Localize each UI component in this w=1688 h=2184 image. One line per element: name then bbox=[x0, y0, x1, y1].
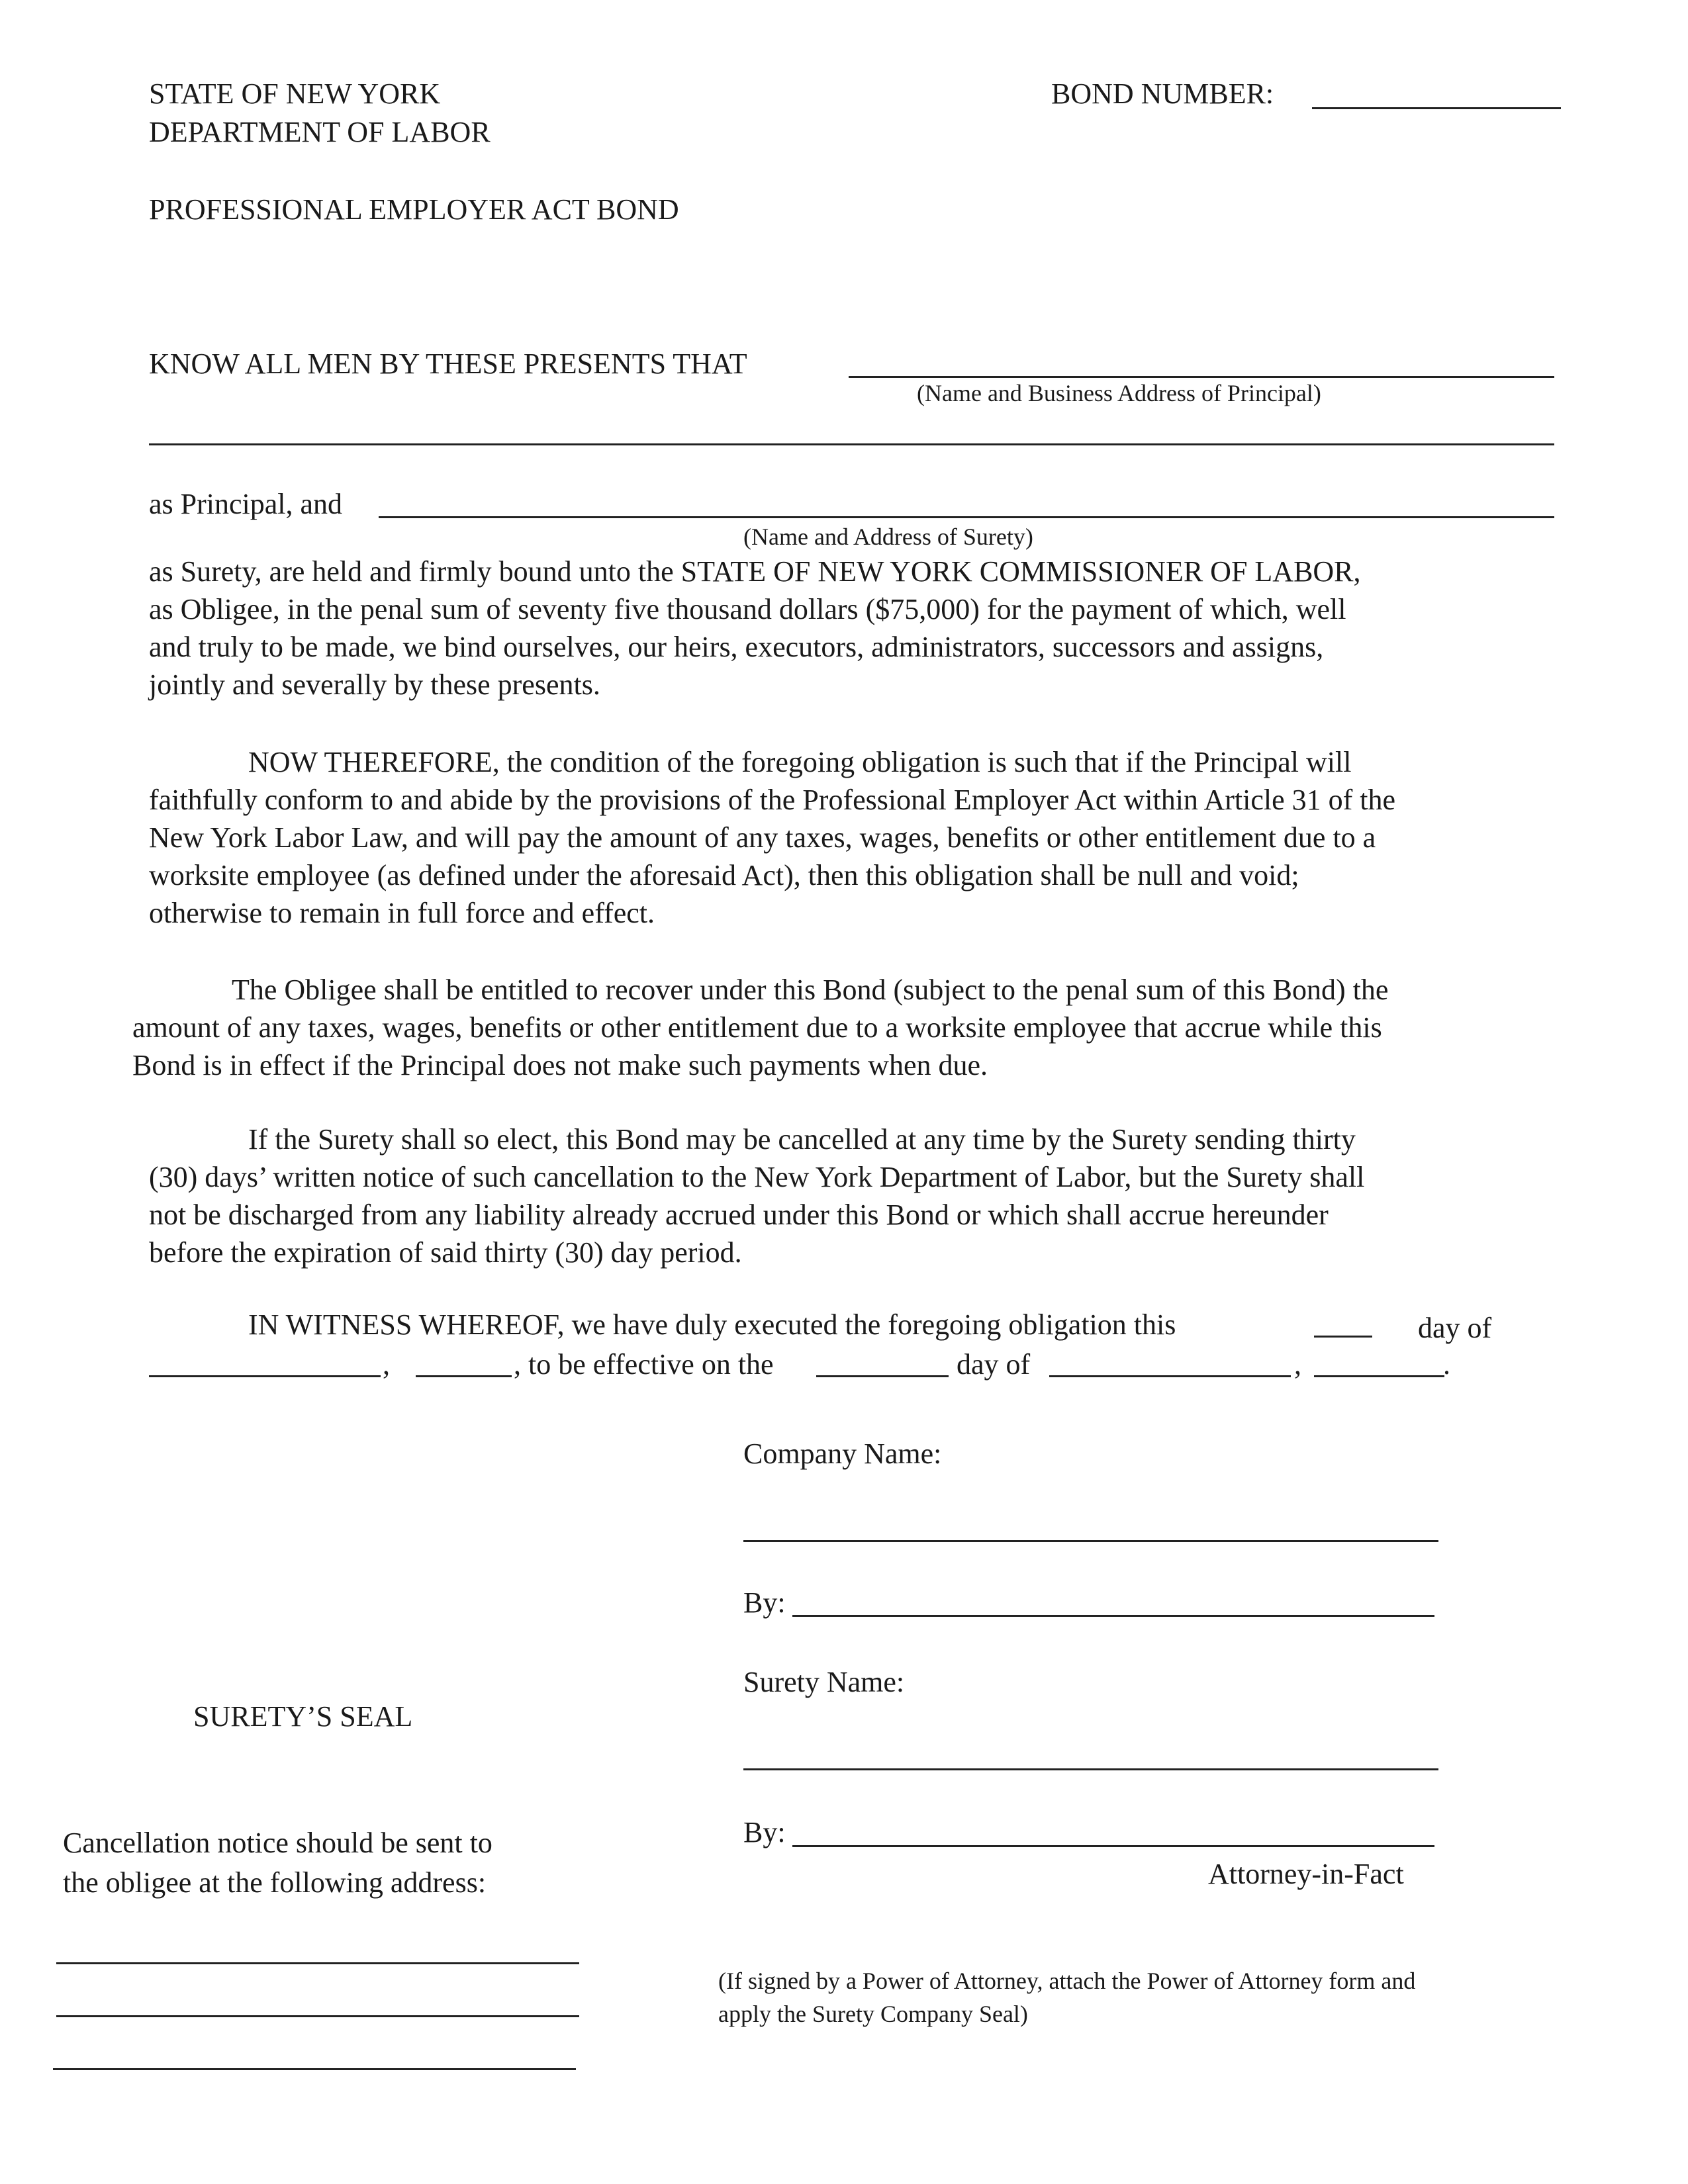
surety-name-label: Surety Name: bbox=[743, 1666, 905, 1698]
witness-month-field[interactable] bbox=[149, 1375, 381, 1377]
effective-day-of: day of bbox=[957, 1348, 1031, 1381]
surety-name-sign-field[interactable] bbox=[743, 1768, 1438, 1770]
surety-by-label: By: bbox=[743, 1816, 786, 1848]
paragraph-line: not be discharged from any liability already accrued under this Bond or which shall accrue hereunder bbox=[149, 1199, 1329, 1231]
company-signature-field[interactable] bbox=[792, 1615, 1434, 1617]
paragraph-line: as Obligee, in the penal sum of seventy five thousand dollars ($75,000) for the payment of which, well bbox=[149, 593, 1346, 625]
power-of-attorney-note bbox=[718, 1964, 1415, 2030]
principal-name-field[interactable] bbox=[849, 376, 1554, 378]
state-heading: STATE OF NEW YORK bbox=[149, 77, 441, 110]
witness-lead: IN WITNESS WHEREOF, we have duly executed the foregoing obligation this bbox=[248, 1308, 1176, 1341]
paragraph-line: otherwise to remain in full force and effect. bbox=[149, 897, 655, 929]
paragraph-line: as Surety, are held and firmly bound unto the STATE OF NEW YORK COMMISSIONER OF LABOR, bbox=[149, 555, 1361, 588]
surety-seal-label: SURETY’S SEAL bbox=[193, 1700, 413, 1733]
address-line-3-field[interactable] bbox=[53, 2068, 576, 2070]
principal-intro: KNOW ALL MEN BY THESE PRESENTS THAT bbox=[149, 347, 747, 380]
as-principal-label: as Principal, and bbox=[149, 488, 343, 520]
paragraph-line: and truly to be made, we bind ourselves, our heirs, executors, administrators, successors and assigns, bbox=[149, 631, 1324, 663]
surety-paragraph bbox=[149, 553, 1361, 704]
cancellation-paragraph bbox=[149, 1120, 1364, 1271]
effective-comma: , bbox=[1294, 1348, 1301, 1381]
attorney-in-fact-label: Attorney-in-Fact bbox=[1208, 1858, 1404, 1890]
cancellation-notice bbox=[63, 1823, 492, 1903]
paragraph-line: worksite employee (as defined under the aforesaid Act), then this obligation shall be null and void; bbox=[149, 859, 1299, 891]
principal-address-field[interactable] bbox=[149, 443, 1554, 445]
witness-day-field[interactable] bbox=[1314, 1336, 1372, 1338]
notice-line: the obligee at the following address: bbox=[63, 1866, 487, 1899]
paragraph-line: jointly and severally by these presents. bbox=[149, 668, 600, 701]
paragraph-line: The Obligee shall be entitled to recover under this Bond (subject to the penal sum of this Bond) the bbox=[232, 974, 1389, 1006]
surety-name-field[interactable] bbox=[379, 516, 1554, 518]
company-name-field[interactable] bbox=[743, 1540, 1438, 1542]
paragraph-line: Bond is in effect if the Principal does not make such payments when due. bbox=[132, 1049, 988, 1081]
effective-period: . bbox=[1443, 1348, 1450, 1381]
notice-line: Cancellation notice should be sent to bbox=[63, 1827, 492, 1859]
effective-day-field[interactable] bbox=[816, 1375, 949, 1377]
obligee-paragraph bbox=[132, 971, 1388, 1084]
paragraph-line: NOW THEREFORE, the condition of the foregoing obligation is such that if the Principal will bbox=[248, 746, 1352, 778]
witness-year-field[interactable] bbox=[416, 1375, 512, 1377]
bond-number-label: BOND NUMBER: bbox=[1051, 77, 1274, 110]
note-line: (If signed by a Power of Attorney, attach the Power of Attorney form and bbox=[718, 1968, 1416, 1994]
surety-signature-field[interactable] bbox=[792, 1845, 1434, 1847]
company-by-label: By: bbox=[743, 1586, 786, 1619]
paragraph-line: (30) days’ written notice of such cancellation to the New York Department of Labor, but the Surety shall bbox=[149, 1161, 1365, 1193]
now-therefore-paragraph bbox=[149, 743, 1395, 932]
witness-effective: , to be effective on the bbox=[514, 1348, 774, 1381]
document-title: PROFESSIONAL EMPLOYER ACT BOND bbox=[149, 193, 679, 226]
note-line: apply the Surety Company Seal) bbox=[718, 2001, 1028, 2027]
address-line-2-field[interactable] bbox=[56, 2015, 579, 2017]
address-line-1-field[interactable] bbox=[56, 1962, 579, 1964]
department-heading: DEPARTMENT OF LABOR bbox=[149, 116, 491, 148]
witness-day-of: day of bbox=[1418, 1312, 1492, 1344]
paragraph-line: New York Labor Law, and will pay the amount of any taxes, wages, benefits or other entitlement due to a bbox=[149, 821, 1376, 854]
effective-year-field[interactable] bbox=[1314, 1375, 1444, 1377]
witness-comma: , bbox=[383, 1348, 390, 1381]
bond-number-field[interactable] bbox=[1312, 107, 1561, 109]
company-name-label: Company Name: bbox=[743, 1437, 942, 1470]
principal-caption: (Name and Business Address of Principal) bbox=[917, 380, 1321, 406]
effective-month-field[interactable] bbox=[1049, 1375, 1291, 1377]
paragraph-line: amount of any taxes, wages, benefits or other entitlement due to a worksite employee that accrue while this bbox=[132, 1011, 1382, 1044]
paragraph-line: If the Surety shall so elect, this Bond may be cancelled at any time by the Surety sending thirty bbox=[248, 1123, 1356, 1156]
paragraph-line: faithfully conform to and abide by the provisions of the Professional Employer Act within Article 31 of the bbox=[149, 784, 1396, 816]
paragraph-line: before the expiration of said thirty (30) day period. bbox=[149, 1236, 742, 1269]
surety-caption: (Name and Address of Surety) bbox=[743, 523, 1033, 550]
